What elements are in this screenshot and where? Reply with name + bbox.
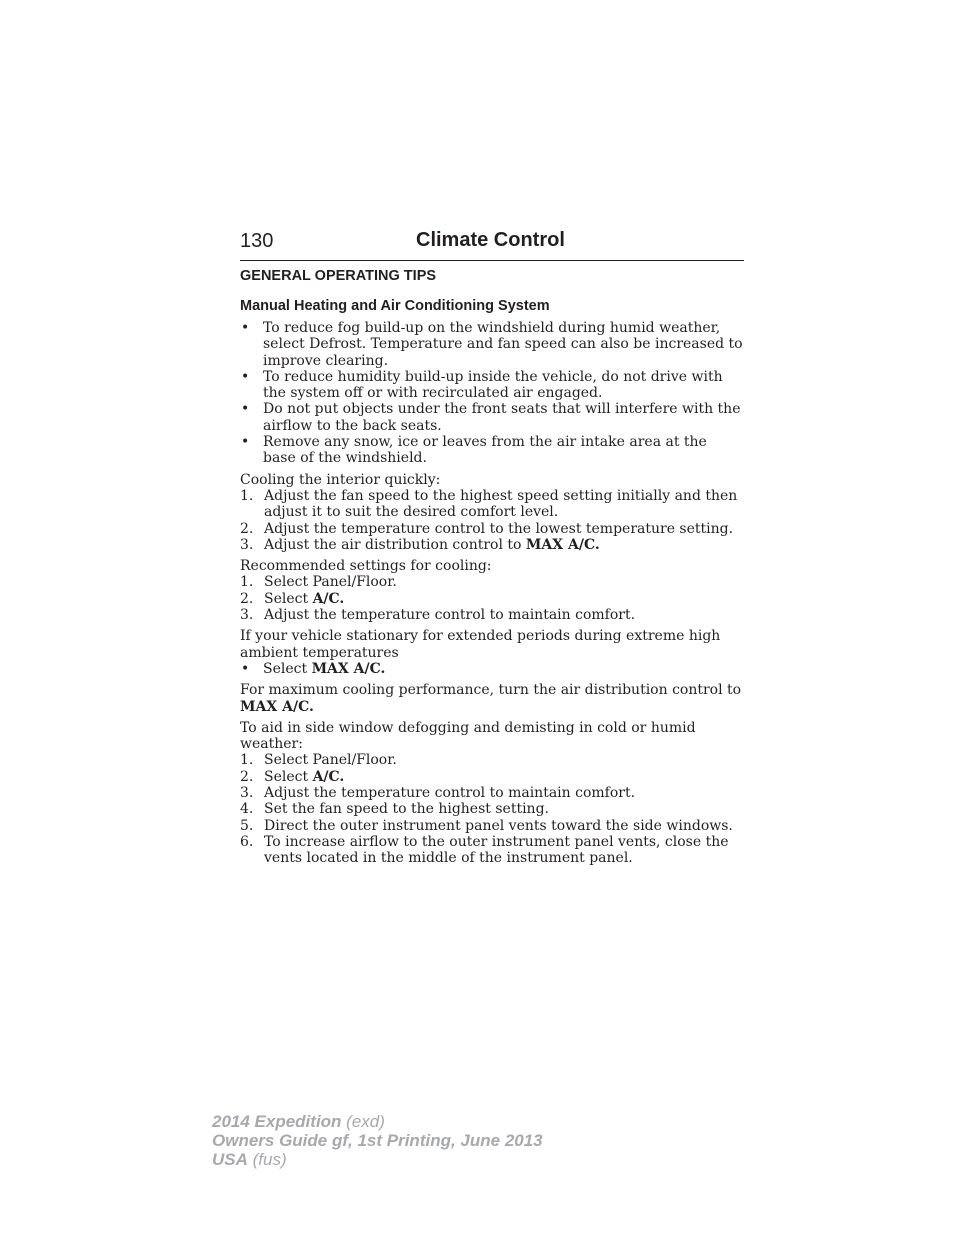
list-item [240,818,744,834]
step-text: Select [264,768,313,785]
defog-intro: To aid in side window defogging and demisting in cold or humid weather: [240,719,696,753]
step-number: 3. [240,536,254,553]
cooling-quick-steps [240,488,744,553]
item-text: Select [263,660,312,677]
list-item [240,369,744,402]
step-number: 3. [240,607,254,624]
max-cooling-bold: MAX A/C. [240,698,314,715]
step-text: To increase airflow to the outer instrument panel vents, close the vents located in the middle of the instrument panel. [264,833,729,867]
step-number: 1. [240,487,254,504]
list-item [240,785,744,801]
footer-line-2: Owners Guide gf, 1st Printing, June 2013 [212,1131,543,1150]
step-text: Select [264,590,313,607]
step-number: 6. [240,833,254,850]
footer-line-1 [212,1112,543,1131]
step-bold-text: A/C. [312,590,345,607]
step-number: 2. [240,590,254,607]
step-number: 4. [240,801,254,818]
section-heading: GENERAL OPERATING TIPS [240,268,437,284]
bullet-marker: • [241,660,250,677]
step-number: 1. [240,574,254,591]
list-item [240,752,744,768]
page-number: 130 [240,230,274,252]
tips-list [240,320,744,467]
cooling-quick-intro: Cooling the interior quickly: [240,471,441,488]
max-cooling-paragraph [240,682,744,715]
tip-text: To reduce humidity build-up inside the vehicle, do not drive with the system off or with recirculated air engaged. [263,368,723,402]
item-bold-text: MAX A/C. [311,660,386,677]
bullet-marker: • [241,434,250,451]
list-item [240,769,744,785]
step-text: Adjust the temperature control to the lowest temperature setting. [264,520,734,537]
step-bold-text: MAX A/C. [525,536,600,553]
list-item [240,537,744,553]
list-item [240,434,744,467]
footer-market-code: (fus) [247,1150,287,1169]
bullet-marker: • [241,320,250,336]
list-item [240,591,744,607]
footer-model: 2014 Expedition [212,1112,342,1131]
tip-text: Remove any snow, ice or leaves from the air intake area at the base of the windshield. [263,434,707,467]
stationary-list [240,661,744,677]
step-number: 2. [240,768,254,785]
list-item [240,521,744,537]
bullet-marker: • [241,401,250,418]
list-item [240,801,744,817]
chapter-title: Climate Control [416,229,565,251]
step-text: Adjust the temperature control to maintain comfort. [264,785,636,802]
step-number: 3. [240,785,254,802]
step-text: Set the fan speed to the highest setting. [264,801,549,818]
step-number: 2. [240,520,254,537]
page-content [240,267,744,867]
list-item [240,574,744,590]
list-item [240,834,744,867]
step-text: Direct the outer instrument panel vents toward the side windows. [264,817,733,834]
step-text: Adjust the temperature control to maintain comfort. [264,607,636,624]
list-item [240,607,744,623]
footer-market: USA [212,1150,248,1169]
step-text: Adjust the air distribution control to [264,536,526,553]
bullet-marker: • [241,368,250,385]
list-item [240,320,744,369]
step-text: Adjust the fan speed to the highest speed setting initially and then adjust it to suit the desired comfort level. [264,487,738,521]
list-item [240,661,744,677]
list-item [240,401,744,434]
tip-text: To reduce fog build-up on the windshield during humid weather, select Defrost. Temperature and fan speed can also be increased to improve clearing. [263,320,743,369]
step-text: Select Panel/Floor. [264,752,397,769]
page-header [240,228,744,261]
step-number: 1. [240,752,254,769]
step-bold-text: A/C. [312,768,345,785]
step-number: 5. [240,817,254,834]
list-item [240,488,744,521]
footer-line-3 [212,1150,543,1169]
sub-heading: Manual Heating and Air Conditioning System [240,298,550,314]
defog-steps [240,752,744,866]
page-footer [212,1112,543,1169]
tip-text: Do not put objects under the front seats that will interfere with the airflow to the back seats. [263,401,741,434]
footer-model-code: (exd) [341,1112,385,1131]
recommended-steps [240,574,744,623]
max-cooling-text: For maximum cooling performance, turn the air distribution control to [240,682,742,699]
recommended-intro: Recommended settings for cooling: [240,558,492,575]
step-text: Select Panel/Floor. [264,574,397,591]
stationary-intro: If your vehicle stationary for extended periods during extreme high ambient temperatures [240,628,721,661]
